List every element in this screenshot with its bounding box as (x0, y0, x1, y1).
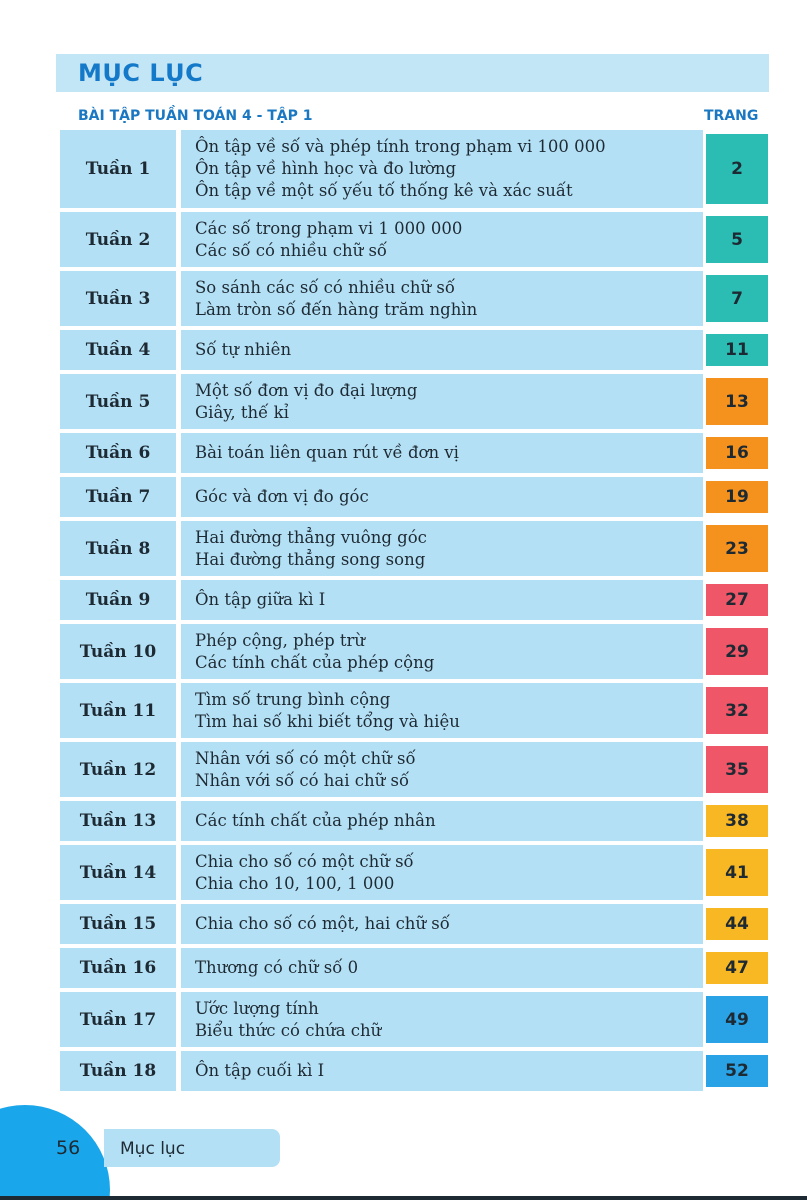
topic-line: Hai đường thẳng song song (195, 549, 426, 569)
topic-line: Ôn tập về hình học và đo lường (195, 159, 457, 178)
week-cell (60, 948, 176, 988)
week-cell (60, 904, 176, 944)
page-cell (706, 216, 768, 263)
page-number: 41 (725, 862, 749, 883)
page-cell (706, 134, 768, 204)
page-cell (706, 908, 768, 940)
page-number: 7 (731, 288, 743, 309)
toc-row (60, 683, 768, 738)
page-number: 44 (725, 914, 749, 934)
week-label: Tuần 13 (79, 811, 157, 831)
week-label: Tuần 2 (85, 229, 151, 250)
toc-row (60, 624, 768, 679)
topic-cell (181, 948, 703, 988)
topic-cell (181, 801, 703, 841)
topic-cell (181, 330, 703, 370)
topic-cell (181, 1051, 703, 1091)
topic-cell (181, 521, 703, 576)
week-label: Tuần 17 (79, 1009, 157, 1030)
topic-line: Các số trong phạm vi 1 000 000 (195, 218, 463, 238)
page-number: 5 (731, 229, 743, 250)
page-number: 27 (725, 590, 749, 610)
page-number: 35 (725, 759, 749, 780)
toc-row (60, 433, 768, 473)
topic-line: Chia cho số có một chữ số (195, 851, 414, 871)
toc-row (60, 330, 768, 370)
page-number: 32 (725, 700, 749, 721)
week-label: Tuần 7 (85, 487, 151, 507)
topic-line: Ôn tập cuối kì I (195, 1061, 325, 1080)
week-cell (60, 433, 176, 473)
topic-cell (181, 130, 703, 208)
topic-cell (181, 992, 703, 1047)
footer-page-circle (0, 1105, 110, 1200)
topic-cell (181, 624, 703, 679)
toc-row (60, 992, 768, 1047)
page-cell (706, 952, 768, 984)
topic-cell (181, 271, 703, 326)
page-number: 29 (725, 641, 749, 662)
page-cell (706, 805, 768, 837)
topic-line: So sánh các số có nhiều chữ số (195, 277, 455, 297)
topic-line: Biểu thức có chứa chữ (195, 1020, 382, 1040)
topic-line: Bài toán liên quan rút về đơn vị (195, 443, 459, 462)
week-label: Tuần 12 (79, 759, 157, 780)
topic-cell (181, 433, 703, 473)
page-cell (706, 584, 768, 616)
page-number: 11 (725, 340, 749, 360)
page-cell (706, 687, 768, 734)
topic-cell (181, 742, 703, 797)
page-cell (706, 481, 768, 513)
page-cell (706, 378, 768, 425)
toc-row (60, 742, 768, 797)
page-cell (706, 996, 768, 1043)
toc-row (60, 212, 768, 267)
topic-line: Chia cho 10, 100, 1 000 (195, 873, 395, 893)
page-cell (706, 746, 768, 793)
week-cell (60, 683, 176, 738)
topic-cell (181, 212, 703, 267)
page-cell (706, 275, 768, 322)
week-cell (60, 477, 176, 517)
toc-row (60, 948, 768, 988)
week-label: Tuần 4 (85, 340, 151, 360)
week-label: Tuần 14 (79, 862, 157, 883)
page-column-header: TRANG (704, 108, 759, 124)
week-cell (60, 271, 176, 326)
week-label: Tuần 6 (85, 443, 151, 463)
week-cell (60, 1051, 176, 1091)
topic-line: Các số có nhiều chữ số (195, 240, 388, 260)
topic-cell (181, 477, 703, 517)
page-number: 38 (725, 811, 749, 831)
topic-line: Chia cho số có một, hai chữ số (195, 914, 450, 933)
page-cell (706, 437, 768, 469)
topic-line: Ôn tập về một số yếu tố thống kê và xác suất (195, 181, 573, 200)
topic-line: Phép cộng, phép trừ (195, 630, 366, 650)
toc-row (60, 1051, 768, 1091)
topic-line: Góc và đơn vị đo góc (195, 487, 369, 506)
week-label: Tuần 18 (79, 1061, 157, 1081)
toc-row (60, 845, 768, 900)
topic-cell (181, 683, 703, 738)
topic-line: Các tính chất của phép nhân (195, 811, 436, 830)
week-cell (60, 801, 176, 841)
week-label: Tuần 9 (85, 590, 151, 610)
week-cell (60, 580, 176, 620)
week-cell (60, 212, 176, 267)
week-label: Tuần 5 (85, 391, 151, 412)
page-number: 52 (725, 1061, 749, 1081)
toc-row (60, 271, 768, 326)
toc-row (60, 801, 768, 841)
week-cell (60, 130, 176, 208)
week-label: Tuần 1 (85, 159, 151, 179)
footer-page-number: 56 (56, 1137, 81, 1159)
page-title: MỤC LỤC (78, 59, 204, 87)
topic-line: Hai đường thẳng vuông góc (195, 527, 427, 547)
toc-row (60, 374, 768, 429)
topic-line: Tìm số trung bình cộng (195, 689, 391, 709)
page-cell (706, 334, 768, 366)
page-number: 49 (725, 1009, 749, 1030)
page-cell (706, 628, 768, 675)
title-band (56, 54, 769, 92)
week-cell (60, 521, 176, 576)
bottom-rule (0, 1196, 807, 1200)
book-subtitle: BÀI TẬP TUẦN TOÁN 4 - TẬP 1 (78, 108, 313, 124)
page-cell (706, 1055, 768, 1087)
topic-line: Nhân với số có hai chữ số (195, 770, 410, 790)
topic-line: Nhân với số có một chữ số (195, 748, 416, 768)
week-label: Tuần 8 (85, 538, 151, 559)
page-number: 47 (725, 958, 749, 978)
toc-row (60, 580, 768, 620)
week-label: Tuần 16 (79, 958, 157, 978)
week-cell (60, 330, 176, 370)
topic-line: Ôn tập về số và phép tính trong phạm vi 100 000 (195, 137, 606, 156)
topic-cell (181, 580, 703, 620)
toc-row (60, 521, 768, 576)
topic-line: Làm tròn số đến hàng trăm nghìn (195, 299, 478, 319)
week-label: Tuần 3 (85, 288, 151, 309)
topic-cell (181, 845, 703, 900)
topic-cell (181, 904, 703, 944)
toc-row (60, 477, 768, 517)
week-label: Tuần 10 (79, 641, 157, 662)
page-number: 23 (725, 538, 749, 559)
topic-line: Ước lượng tính (195, 998, 319, 1018)
page-number: 13 (725, 391, 749, 412)
page-number: 16 (725, 443, 749, 463)
topic-line: Số tự nhiên (195, 340, 292, 359)
toc-row (60, 130, 768, 208)
week-cell (60, 374, 176, 429)
topic-line: Các tính chất của phép cộng (195, 652, 435, 672)
week-cell (60, 845, 176, 900)
topic-line: Tìm hai số khi biết tổng và hiệu (195, 711, 460, 731)
week-label: Tuần 15 (79, 914, 157, 934)
topic-line: Giây, thế kỉ (195, 402, 289, 422)
topic-line: Thương có chữ số 0 (195, 958, 359, 977)
page-number: 19 (725, 487, 749, 507)
page-cell (706, 849, 768, 896)
toc-row (60, 904, 768, 944)
topic-cell (181, 374, 703, 429)
topic-line: Một số đơn vị đo đại lượng (195, 380, 418, 400)
week-label: Tuần 11 (79, 700, 157, 721)
page-number: 2 (731, 159, 743, 179)
week-cell (60, 992, 176, 1047)
page-cell (706, 525, 768, 572)
footer-section-label: Mục lục (120, 1139, 186, 1159)
week-cell (60, 624, 176, 679)
topic-line: Ôn tập giữa kì I (195, 590, 326, 609)
week-cell (60, 742, 176, 797)
